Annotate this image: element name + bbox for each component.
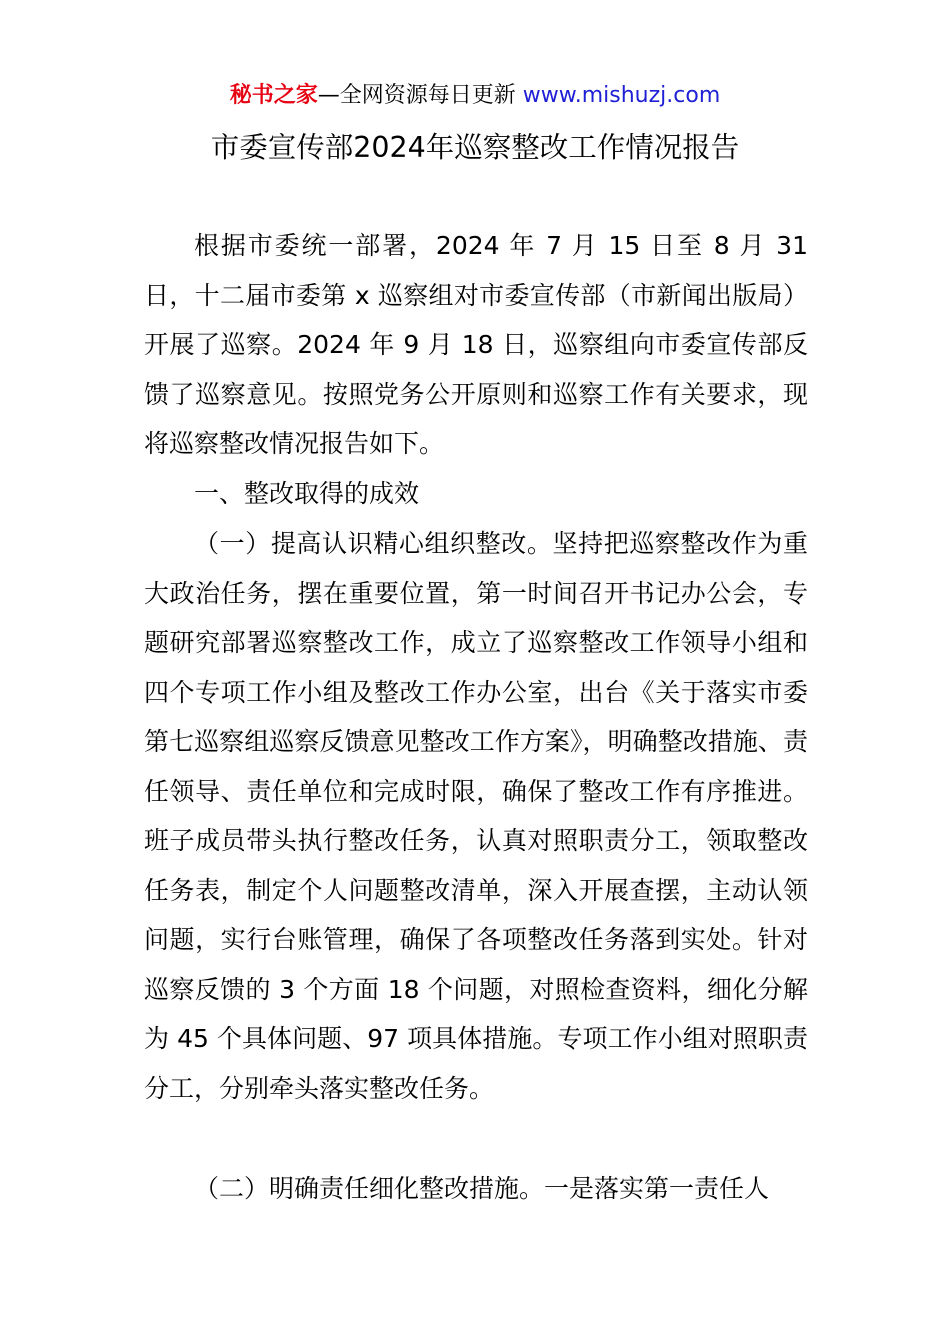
watermark-tagline: —全网资源每日更新 xyxy=(317,83,523,108)
section-2-paragraph-start: （二）明确责任细化整改措施。一是落实第一责任人 xyxy=(194,1174,770,1203)
watermark-brand: 秘书之家 xyxy=(229,83,318,108)
section-heading-1: 一、整改取得的成效 xyxy=(194,479,420,508)
section-1-paragraph: （一）提高认识精心组织整改。坚持把巡察整改作为重大政治任务，摆在重要位置，第一时间召开书记办公会，专题研究部署巡察整改工作，成立了巡察整改工作领导小组和四个专项工作小组及整改工作办公室，出台《关于落实市委第七巡察组巡察反馈意见整改工作方案》，明确整改措施、责任领导、责任单位和完成时限，确保了整改工作有序推进。班子成员带头执行整改任务，认真对照职责分工，领取整改任务表，制定个人问题整改清单，深入开展查摆，主动认领问题，实行台账管理，确保了各项整改任务落到实处。针对巡察反馈的 3 个方面 18 个问题，对照检查资料，细化分解为 45 个具体问题、97 项具体措施。专项工作小组对照职责分工，分别牵头落实整改任务。 xyxy=(144,529,808,1103)
document-title: 市委宣传部2024年巡察整改工作情况报告 xyxy=(210,131,740,164)
watermark-header xyxy=(0,80,950,112)
intro-paragraph: 根据市委统一部署，2024 年 7 月 15 日至 8 月 31 日，十二届市委第 x 巡察组对市委宣传部（市新闻出版局）开展了巡察。2024 年 9 月 18 日，巡察组向市委宣传部反馈了巡察意见。按照党务公开原则和巡察工作有关要求，现将巡察整改情况报告如下。 xyxy=(144,231,808,458)
watermark-url[interactable]: www.mishuzj.com xyxy=(522,83,721,108)
